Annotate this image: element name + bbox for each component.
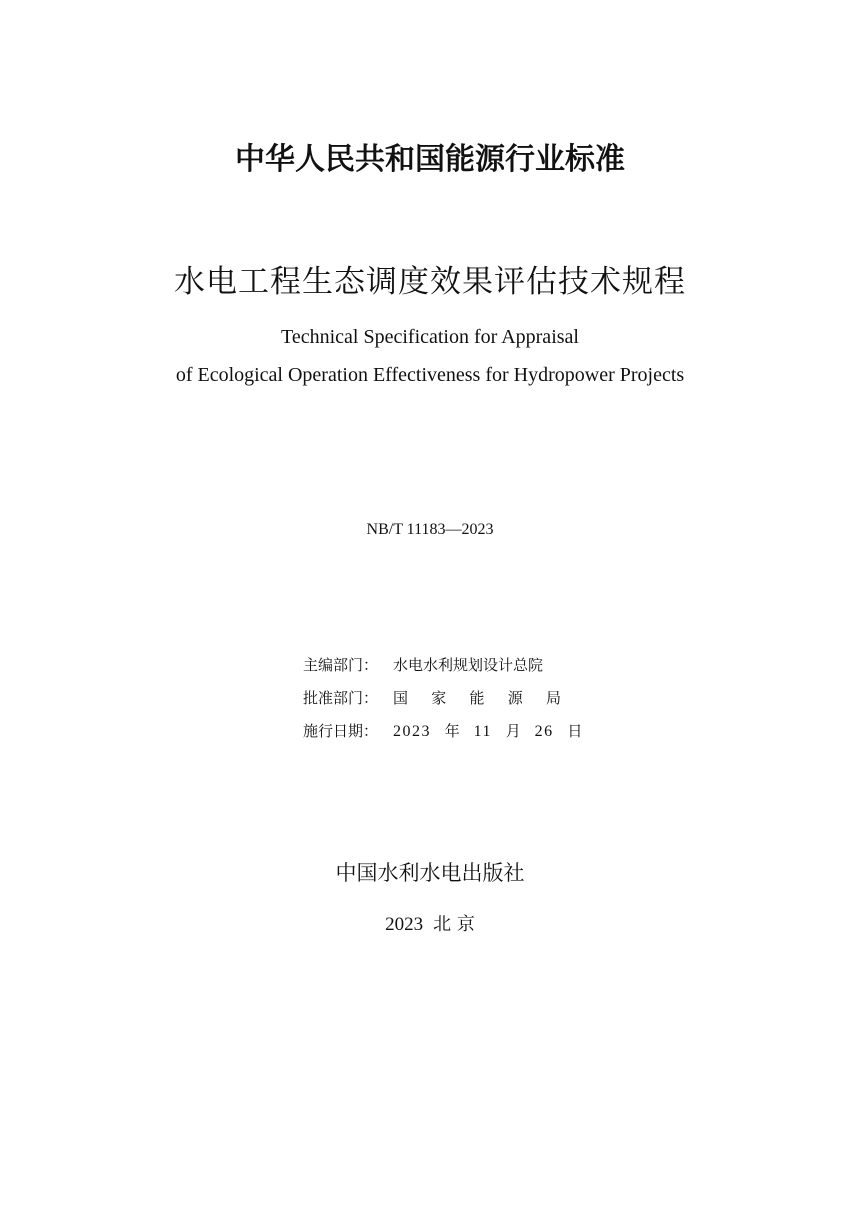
approver-row — [303, 685, 603, 718]
effective-day: 26 — [534, 723, 554, 740]
standard-type-heading: 中华人民共和国能源行业标准 — [235, 142, 625, 177]
standard-number: NB/T 11183—2023 — [366, 521, 494, 538]
document-title-chinese: 水电工程生态调度效果评估技术规程 — [174, 264, 686, 300]
effective-year: 2023 — [393, 723, 431, 740]
publication-year: 2023 — [385, 914, 424, 935]
editor-row — [303, 652, 603, 685]
document-title-english-line1: Technical Specification for Appraisal — [281, 326, 579, 348]
effective-date-row — [303, 718, 603, 751]
effective-month: 11 — [473, 723, 492, 740]
approver-char: 局 — [545, 689, 561, 707]
approver-char: 源 — [507, 689, 523, 707]
issuing-info-block — [303, 652, 603, 751]
approver-char: 家 — [431, 689, 447, 707]
approver-char: 国 — [393, 689, 409, 707]
day-unit: 日 — [567, 722, 583, 740]
publisher-name: 中国水利水电出版社 — [335, 861, 525, 885]
effective-date-label: 施行日期： — [303, 722, 379, 740]
editor-label: 主编部门： — [303, 656, 379, 674]
year-unit: 年 — [444, 722, 460, 740]
approver-label: 批准部门： — [303, 689, 379, 707]
month-unit: 月 — [505, 722, 521, 740]
editor-value: 水电水利规划设计总院 — [393, 656, 544, 674]
approver-value — [393, 685, 561, 718]
publication-city: 北 京 — [433, 914, 475, 935]
approver-char: 能 — [469, 689, 485, 707]
document-title-english-line2: of Ecological Operation Effectiveness for Hydropower Projects — [175, 364, 685, 386]
effective-date-value — [393, 718, 591, 751]
publication-place-year — [0, 910, 860, 940]
